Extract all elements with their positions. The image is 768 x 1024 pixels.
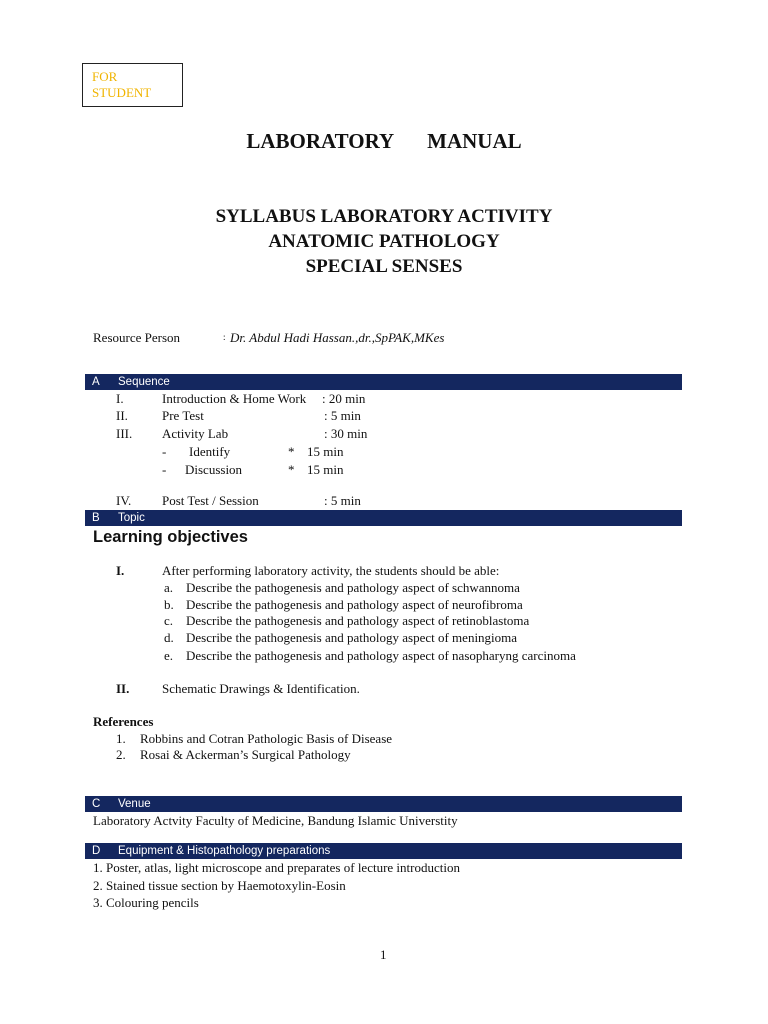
sequence-label: Introduction & Home Work (162, 391, 307, 406)
section-letter: B (92, 512, 100, 524)
objective-item: Describe the pathogenesis and pathology aspect of neurofibroma (186, 597, 523, 612)
sequence-num: III. (116, 426, 133, 441)
section-bar-equipment (85, 843, 682, 859)
subtitle-line-1: SYLLABUS LABORATORY ACTIVITY (215, 206, 553, 227)
sequence-value: 15 min (307, 462, 344, 477)
sequence-mark: * (288, 444, 295, 459)
objective-letter: a. (164, 580, 174, 595)
sequence-value: 15 min (307, 444, 344, 459)
section-letter: D (92, 845, 101, 857)
subtitle-line-2: ANATOMIC PATHOLOGY (268, 231, 500, 252)
sequence-label: Post Test / Session (162, 493, 259, 508)
for-student-stamp (82, 63, 183, 107)
section-bar-sequence (85, 374, 682, 390)
sequence-num: II. (116, 408, 128, 423)
sequence-label: Discussion (185, 462, 243, 477)
objective-number-ii: II. (116, 681, 130, 696)
objective-item: Describe the pathogenesis and pathology aspect of retinoblastoma (186, 613, 530, 628)
subtitle-line-3: SPECIAL SENSES (305, 256, 463, 277)
objective-intro: After performing laboratory activity, the students should be able: (162, 563, 500, 578)
sequence-dash: - (162, 444, 167, 459)
section-label: Sequence (118, 376, 170, 388)
resource-person-label: Resource Person (93, 330, 181, 345)
section-bar-venue (85, 796, 682, 812)
sequence-value: : 30 min (324, 426, 368, 441)
resource-person-separator: : (223, 332, 226, 342)
sequence-value: : 5 min (324, 408, 361, 423)
sequence-num: I. (116, 391, 124, 406)
equipment-item: 3. Colouring pencils (93, 895, 199, 910)
references-heading: References (93, 714, 154, 729)
sequence-num: IV. (116, 493, 132, 508)
sequence-mark: * (288, 462, 295, 477)
objective-letter: d. (164, 630, 174, 645)
section-bar-topic (85, 510, 682, 526)
equipment-item: 1. Poster, atlas, light microscope and preparates of lecture introduction (93, 860, 460, 875)
page-number: 1 (380, 947, 387, 962)
objective-item: Describe the pathogenesis and pathology aspect of meningioma (186, 630, 518, 645)
equipment-item: 2. Stained tissue section by Haemotoxylin-Eosin (93, 878, 346, 893)
section-letter: A (92, 376, 100, 388)
objective-letter: b. (164, 597, 174, 612)
section-letter: C (92, 798, 101, 810)
syllabus-subtitle (0, 204, 768, 279)
venue-text: Laboratory Actvity Faculty of Medicine, Bandung Islamic Universtity (93, 813, 458, 828)
manual-title: LABORATORY MANUAL (246, 129, 522, 153)
learning-objectives-heading: Learning objectives (93, 528, 248, 546)
objective-number-i: I. (116, 563, 125, 578)
objective-item: Describe the pathogenesis and pathology aspect of nasopharyng carcinoma (186, 648, 576, 663)
objective-letter: e. (164, 648, 174, 663)
objective-letter: c. (164, 613, 174, 628)
stamp-line-1: FOR (92, 69, 118, 84)
sequence-label: Pre Test (162, 408, 204, 423)
section-label: Equipment & Histopathology preparations (118, 845, 331, 857)
stamp-line-2: STUDENT (92, 84, 152, 100)
sequence-label: Identify (189, 444, 231, 459)
reference-number: 2. (116, 747, 126, 762)
objective-ii-text: Schematic Drawings & Identification. (162, 681, 360, 696)
sequence-dash: - (162, 462, 167, 477)
reference-item: Robbins and Cotran Pathologic Basis of Disease (140, 731, 393, 746)
reference-number: 1. (116, 731, 126, 746)
section-label: Venue (118, 798, 151, 810)
section-label: Topic (118, 512, 145, 524)
reference-item: Rosai & Ackerman’s Surgical Pathology (140, 747, 351, 762)
sequence-value: : 5 min (324, 493, 361, 508)
resource-person-name: Dr. Abdul Hadi Hassan.,dr.,SpPAK,MKes (230, 330, 445, 345)
sequence-label: Activity Lab (162, 426, 229, 441)
sequence-value: : 20 min (322, 391, 366, 406)
objective-item: Describe the pathogenesis and pathology aspect of schwannoma (186, 580, 520, 595)
